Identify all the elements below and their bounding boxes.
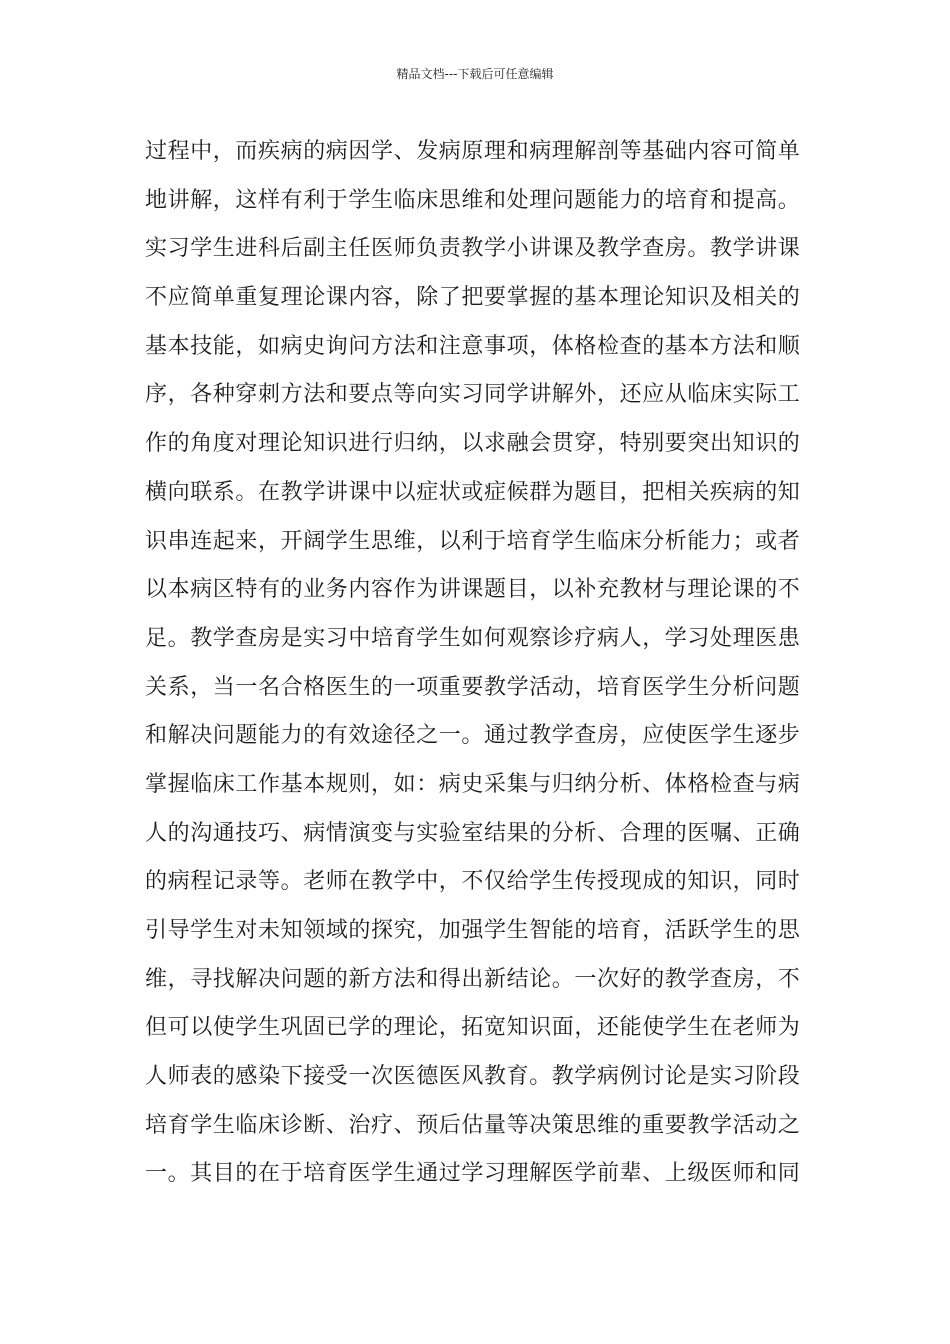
text-line: 但可以使学生巩固已学的理论，拓宽知识面，还能使学生在老师为: [145, 1015, 801, 1041]
text-line: 过程中，而疾病的病因学、发病原理和病理解剖等基础内容可简单: [145, 139, 801, 164]
document-body: [145, 128, 810, 1199]
text-line: 足。教学查房是实习中培育学生如何观察诊疗病人，学习处理医患: [145, 625, 801, 651]
text-line: 横向联系。在教学讲课中以症状或症候群为题目，把相关疾病的知: [145, 479, 801, 505]
text-line: 以本病区特有的业务内容作为讲课题目，以补充教材与理论课的不: [145, 577, 801, 603]
text-line: 培育学生临床诊断、治疗、预后估量等决策思维的重要教学活动之: [145, 1112, 801, 1138]
text-line: 一。其目的在于培育医学生通过学习理解医学前辈、上级医师和同: [145, 1161, 801, 1187]
text-line: 不应简单重复理论课内容，除了把要掌握的基本理论知识及相关的: [145, 285, 801, 311]
text-line: 引导学生对未知领域的探究，加强学生智能的培育，活跃学生的思: [145, 918, 801, 943]
text-line: 掌握临床工作基本规则，如：病史采集与归纳分析、体格检查与病: [145, 771, 801, 797]
text-line: 实习学生进科后副主任医师负责教学小讲课及教学查房。教学讲课: [145, 236, 801, 262]
text-line: 的病程记录等。老师在教学中，不仅给学生传授现成的知识，同时: [145, 869, 801, 895]
text-line: 识串连起来，开阔学生思维，以利于培育学生临床分析能力；或者: [145, 528, 801, 554]
text-line: 人的沟通技巧、病情演变与实验室结果的分析、合理的医嘱、正确: [145, 820, 801, 846]
text-line: 维，寻找解决问题的新方法和得出新结论。一次好的教学查房，不: [145, 966, 801, 992]
text-line: 和解决问题能力的有效途径之一。通过教学查房，应使医学生逐步: [145, 723, 801, 749]
text-line: 作的角度对理论知识进行归纳，以求融会贯穿，特别要突出知识的: [145, 431, 801, 457]
text-line: 基本技能，如病史询问方法和注意事项，体格检查的基本方法和顺: [145, 333, 801, 359]
text-line: 序，各种穿刺方法和要点等向实习同学讲解外，还应从临床实际工: [145, 382, 801, 408]
text-line: 关系，当一名合格医生的一项重要教学活动，培育医学生分析问题: [145, 674, 801, 700]
page-header: 精品文档---下载后可任意编辑: [396, 67, 554, 81]
text-line: 地讲解，这样有利于学生临床思维和处理问题能力的培育和提高。: [145, 187, 801, 213]
text-line: 人师表的感染下接受一次医德医风教育。教学病例讨论是实习阶段: [145, 1064, 801, 1090]
